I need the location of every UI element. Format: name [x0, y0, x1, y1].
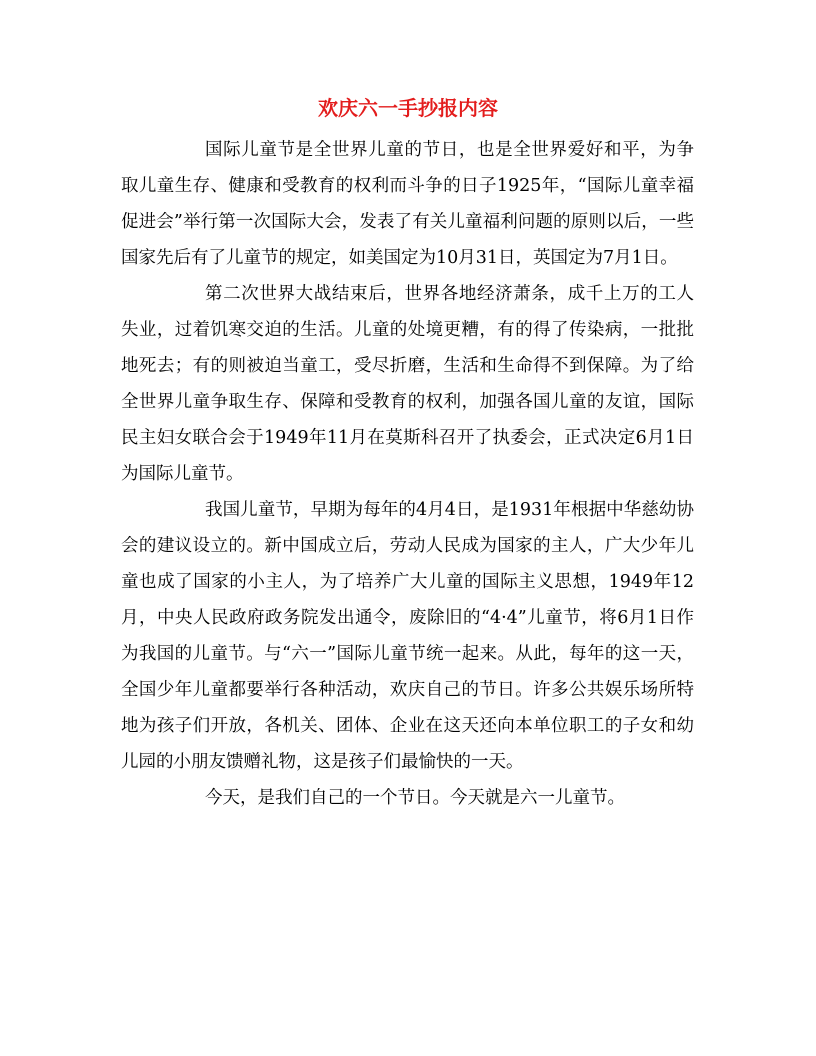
paragraph-china-history: 我国儿童节，早期为每年的4月4日，是1931年根据中华慈幼协会的建议设立的。新中国成立后，劳动人民成为国家的主人，广大少年儿童也成了国家的小主人，为了培养广大儿童的国际主义思想，1949年12月，中央人民政府政务院发出通令，废除旧的“4·4”儿童节，将6月1日作为我国的儿童节。与“六一”国际儿童节统一起来。从此，每年的这一天，全国少年儿童都要举行各种活动，欢庆自己的节日。许多公共娱乐场所特地为孩子们开放，各机关、团体、企业在这天还向本单位职工的子女和幼儿园的小朋友馈赠礼物，这是孩子们最愉快的一天。	[121, 500, 694, 772]
paragraph-international-history: 国际儿童节是全世界儿童的节日，也是全世界爱好和平，为争取儿童生存、健康和受教育的权利而斗争的日子1925年，“国际儿童幸福促进会”举行第一次国际大会，发表了有关儿童福利问题的原则以后，一些国家先后有了儿童节的规定，如美国定为10月31日，英国定为7月1日。	[121, 140, 694, 268]
paragraph-closing: 今天，是我们自己的一个节日。今天就是六一儿童节。	[205, 788, 625, 808]
paragraph-postwar-origin: 第二次世界大战结束后，世界各地经济萧条，成千上万的工人失业，过着饥寒交迫的生活。儿童的处境更糟，有的得了传染病，一批批地死去；有的则被迫当童工，受尽折磨，生活和生命得不到保障。为了给全世界儿童争取生存、保障和受教育的权利，加强各国儿童的友谊，国际民主妇女联合会于1949年11月在莫斯科召开了执委会，正式决定6月1日为国际儿童节。	[121, 284, 694, 484]
page-title: 欢庆六一手抄报内容	[318, 96, 498, 120]
article-body	[121, 132, 694, 816]
